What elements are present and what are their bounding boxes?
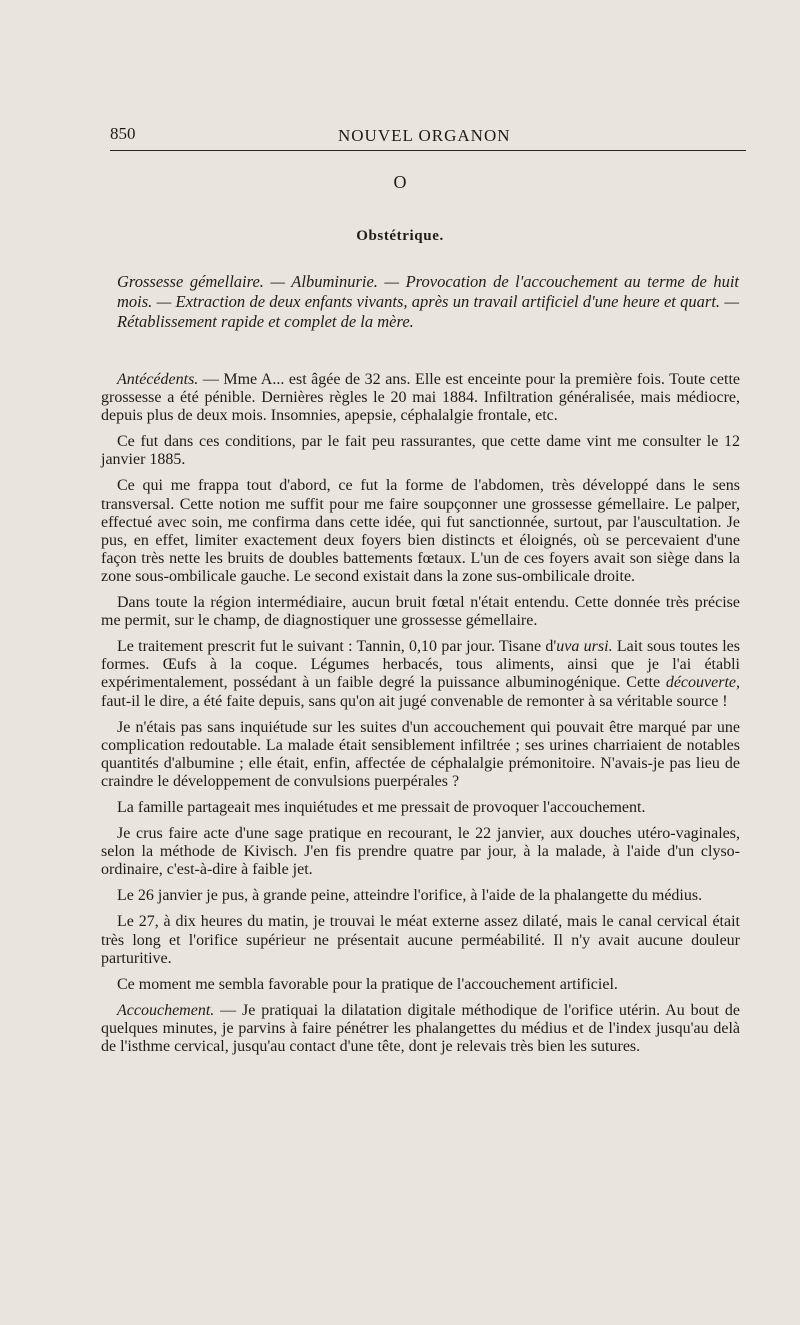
paragraph-antecedents	[101, 371, 740, 425]
paragraph: Dans toute la région intermédiaire, aucun bruit fœtal n'était entendu. Cette donnée très précise me permit, sur le champ, de diagnostiquer une grossesse gémellaire.	[101, 594, 740, 630]
page-number: 850	[110, 124, 136, 143]
paragraph: Ce qui me frappa tout d'abord, ce fut la forme de l'abdomen, très développé dans le sens transversal. Cette notion me suffit pour me faire soupçonner une grossesse gémellaire. Le palper, effectué avec soin, me confirma dans cette idée, qui fut sanctionnée, surtout, par l'auscultation. Je pus, en effet, limiter exactement deux foyers bien distincts et éloignés, où se percevaient d'une façon très nette les bruits de doubles battements fœtaux. L'un de ces foyers avait son siège dans la zone sous-ombilicale gauche. Le second existait dans la zone sus-ombilicale droite.	[101, 477, 740, 585]
italic-term: uva ursi.	[556, 638, 613, 656]
paragraph: Le 27, à dix heures du matin, je trouvai le méat externe assez dilaté, mais le canal cervical était très long et l'orifice supérieur ne présentait aucune perméabilité. Il n'y avait aucune douleur parturitive.	[101, 913, 740, 967]
section-title: Obstétrique.	[356, 228, 444, 244]
section-letter: O	[393, 172, 407, 192]
paragraph: Je crus faire acte d'une sage pratique en recourant, le 22 janvier, aux douches utéro-vaginales, selon la méthode de Kivisch. J'en fis prendre quatre par jour, à la malade, à l'aide d'un clyso-ordinaire, c'est-à-dire à faible jet.	[101, 825, 740, 879]
paragraph-text: — Je pratiquai la dilatation digitale méthodique de l'orifice utérin. Au bout de quelques minutes, je parvins à faire pénétrer les phalangettes du médius et de l'index jusqu'au delà de l'isthme cervical, jusqu'au contact d'une tête, dont je relevais très bien les sutures.	[101, 1001, 740, 1055]
paragraph: Je n'étais pas sans inquiétude sur les suites d'un accouchement qui pouvait être marqué par une complication redoutable. La malade était sensiblement infiltrée ; ses urines charriaient de notables quantités d'albumine ; elle était, enfin, affectée de céphalalgie prémonitoire. N'avais-je pas lieu de craindre le développement de convulsions puerpérales ?	[101, 718, 740, 790]
paragraph-lead: Antécédents.	[117, 371, 199, 388]
body-text	[101, 371, 740, 1064]
running-head	[110, 124, 750, 148]
paragraph-treatment	[101, 638, 740, 710]
italic-term: découverte,	[665, 674, 740, 692]
paragraph-text: Le traitement prescrit fut le suivant : Tannin, 0,10 par jour. Tisane d'	[117, 638, 557, 656]
paragraph: Ce fut dans ces conditions, par le fait peu rassurantes, que cette dame vint me consulter le 12 janvier 1885.	[101, 433, 740, 469]
running-title: NOUVEL ORGANON	[338, 126, 511, 145]
case-summary: Grossesse gémellaire. — Albuminurie. — Provocation de l'accouchement au terme de huit mois. — Extraction de deux enfants vivants, après un travail artificiel d'une heure et quart. — Rétablissement rapide et complet de la mère.	[117, 272, 739, 331]
paragraph: Ce moment me sembla favorable pour la pratique de l'accouchement artificiel.	[117, 975, 618, 993]
header-rule	[110, 150, 746, 151]
paragraph-text: Lait sous toutes les formes. Œufs à la coque. Légumes herbacés, tous aliments, ainsi que je l'ai établi expérimentalement, possédant à un faible degré la puissance albuminogénique. Cette	[101, 638, 741, 692]
paragraph-accouchement	[101, 1002, 740, 1056]
paragraph: Le 26 janvier je pus, à grande peine, atteindre l'orifice, à l'aide de la phalangette du médius.	[117, 887, 703, 905]
paragraph-text: faut-il le dire, a été faite depuis, sans qu'on ait jugé convenable de remonter à sa véritable source !	[101, 692, 728, 710]
paragraph-lead: Accouchement.	[117, 1001, 215, 1019]
paragraph-text: — Mme A... est âgée de 32 ans. Elle est enceinte pour la première fois. Toute cette grossesse a été pénible. Dernières règles le 20 mai 1884. Infiltration généralisée, mais médiocre, depuis plus de deux mois. Insomnies, apepsie, céphalalgie frontale, etc.	[101, 371, 740, 425]
paragraph: La famille partageait mes inquiétudes et me pressait de provoquer l'accouchement.	[117, 798, 646, 816]
